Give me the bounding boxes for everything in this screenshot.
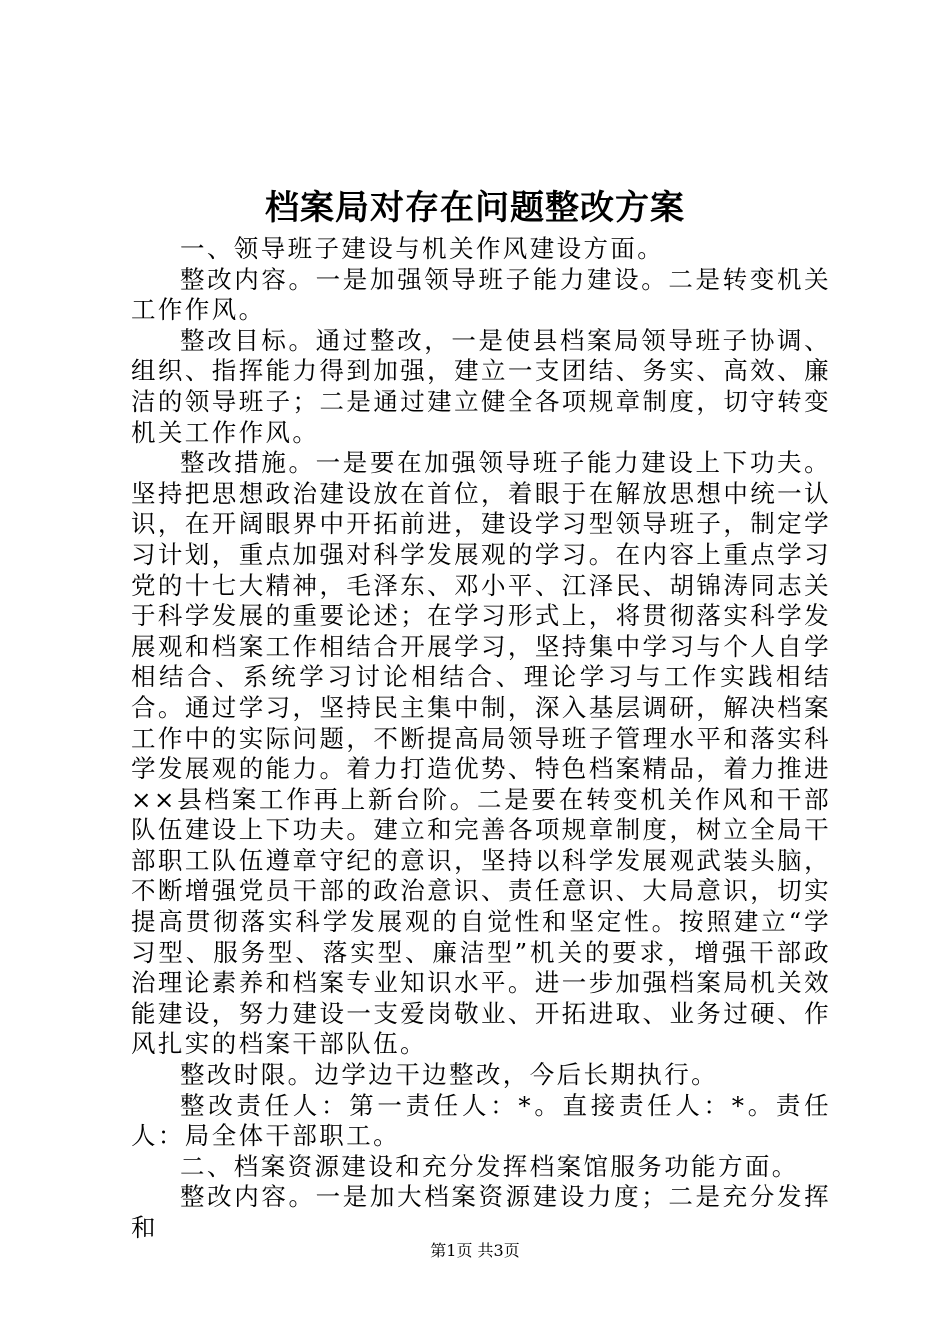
paragraph-rectification-deadline: 整改时限。边学边干边整改，今后长期执行。 (180, 1060, 718, 1090)
page-number-footer: 第1页 共3页 (430, 1241, 520, 1260)
paragraph-rectification-measures: 整改措施。一是要在加强领导班子能力建设上下功夫。坚持把思想政治建设放在首位，着眼于在解放思想中统一认识，在开阔眼界中开拓前进，建设学习型领导班子，制定学习计划，重点加强对科学发展观的学习。在内容上重点学习党的十七大精神，毛泽东、邓小平、江泽民、胡锦涛同志关于科学发展的重要论述；在学习形式上，将贯彻落实科学发展观和档案工作相结合开展学习，坚持集中学习与个人自学相结合、系统学习讨论相结合、理论学习与工作实践相结合。通过学习，坚持民主集中制，深入基层调研，解决档案工作中的实际问题，不断提高局领导班子管理水平和落实科学发展观的能力。着力打造优势、特色档案精品，着力推进××县档案工作再上新台阶。二是要在转变机关作风和干部队伍建设上下功夫。建立和完善各项规章制度，树立全局干部职工队伍遵章守纪的意识，坚持以科学发展观武装头脑，不断增强党员干部的政治意识、责任意识、大局意识，切实提高贯彻落实科学发展观的自觉性和坚定性。按照建立“学习型、服务型、落实型、廉洁型”机关的要求，增强干部政治理论素养和档案专业知识水平。进一步加强档案局机关效能建设，努力建设一支爱岗敬业、开拓进取、业务过硬、作风扎实的档案干部队伍。 (131, 448, 831, 1059)
paragraph-rectification-goal: 整改目标。通过整改，一是使县档案局领导班子协调、组织、指挥能力得到加强，建立一支团结、务实、高效、廉洁的领导班子；二是通过建立健全各项规章制度，切守转变机关工作作风。 (131, 325, 831, 447)
document-body (131, 234, 831, 1244)
paragraph-responsible-persons: 整改责任人：第一责任人：*。直接责任人：*。责任人：局全体干部职工。 (131, 1090, 831, 1151)
paragraph-section-two-heading: 二、档案资源建设和充分发挥档案馆服务功能方面。 (180, 1151, 799, 1181)
paragraph-section-two-content: 整改内容。一是加大档案资源建设力度；二是充分发挥和 (131, 1182, 831, 1242)
document-title: 档案局对存在问题整改方案 (265, 188, 685, 228)
paragraph-section-one-heading: 一、领导班子建设与机关作风建设方面。 (180, 234, 665, 263)
paragraph-rectification-content: 整改内容。一是加强领导班子能力建设。二是转变机关工作作风。 (131, 264, 831, 325)
